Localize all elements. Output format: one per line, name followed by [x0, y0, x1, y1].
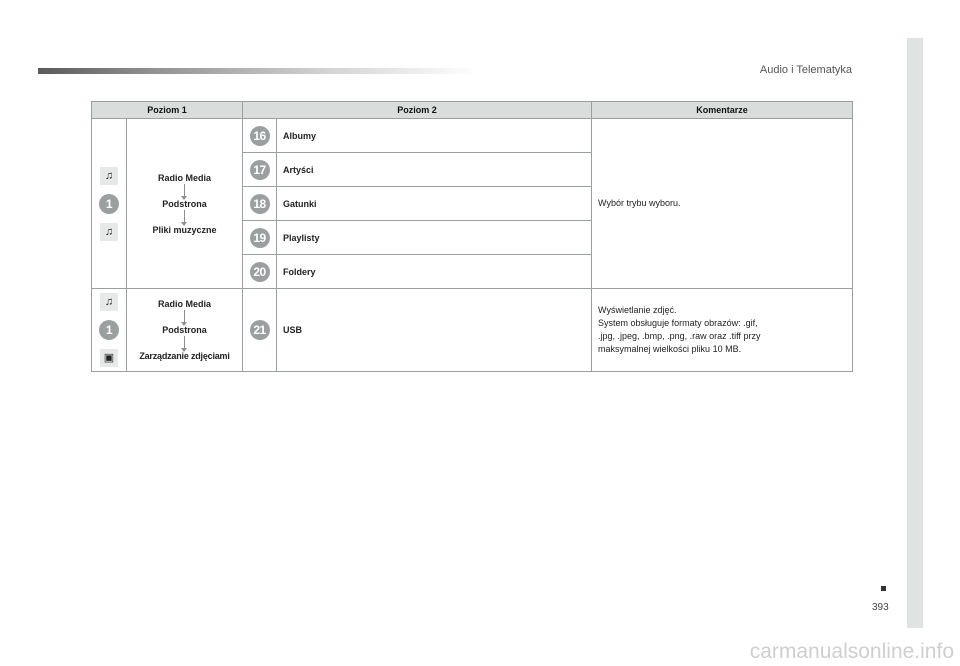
arrow-down-icon: [184, 184, 185, 197]
right-margin-band: [907, 38, 923, 628]
level1-path-cell: [127, 119, 243, 289]
table-row: [92, 119, 853, 153]
header-gradient-bar: [38, 68, 478, 74]
level1-label: Radio Media: [158, 172, 212, 183]
photo-icon: ▣: [100, 349, 118, 367]
badge-cell: [243, 221, 277, 255]
menu-table: [91, 101, 853, 372]
level1-path-cell: [127, 289, 243, 372]
arrow-down-icon: [184, 310, 185, 323]
page-number: 393: [872, 602, 889, 613]
step-badge: 17: [250, 160, 270, 180]
table-header-row: [92, 102, 853, 119]
music-note-icon: ♫: [100, 167, 118, 185]
music-file-icon: ♫: [100, 223, 118, 241]
badge-cell: [243, 119, 277, 153]
badge-cell: [243, 289, 277, 372]
step-badge: 1: [99, 194, 119, 214]
level2-label: Foldery: [277, 255, 592, 289]
step-badge: 16: [250, 126, 270, 146]
level1-target: Pliki muzyczne: [152, 224, 217, 235]
step-badge: 21: [250, 320, 270, 340]
level1-target: Zarządzanie zdjęciami: [139, 351, 230, 361]
level2-label: Albumy: [277, 119, 592, 153]
step-badge: 20: [250, 262, 270, 282]
column-header-level2: Poziom 2: [243, 102, 592, 119]
step-badge: 18: [250, 194, 270, 214]
column-header-comments: Komentarze: [592, 102, 853, 119]
step-badge: 1: [99, 320, 119, 340]
section-title: Audio i Telematyka: [759, 64, 852, 76]
badge-cell: [243, 255, 277, 289]
step-badge: 19: [250, 228, 270, 248]
comment-line: System obsługuje formaty obrazów: .gif,: [598, 318, 758, 328]
comment-cell: [592, 289, 853, 372]
comment-line: Wyświetlanie zdjęć.: [598, 305, 677, 315]
badge-cell: [243, 187, 277, 221]
level2-label: Artyści: [277, 153, 592, 187]
level2-label: Playlisty: [277, 221, 592, 255]
page-marker: [881, 586, 886, 591]
column-header-level1: Poziom 1: [92, 102, 243, 119]
level2-label: Gatunki: [277, 187, 592, 221]
arrow-down-icon: [184, 210, 185, 223]
badge-cell: [243, 153, 277, 187]
level2-label: USB: [277, 289, 592, 372]
table-row: [92, 289, 853, 372]
music-note-icon: ♫: [100, 293, 118, 311]
comment-line: maksymalnej wielkości pliku 10 MB.: [598, 344, 742, 354]
level1-sublabel: Podstrona: [162, 198, 207, 209]
comment-line: .jpg, .jpeg, .bmp, .png, .raw oraz .tiff przy: [598, 331, 761, 341]
level1-label: Radio Media: [158, 299, 212, 309]
comment-cell: Wybór trybu wyboru.: [592, 119, 853, 289]
watermark-text: carmanualsonline.info: [749, 640, 954, 663]
arrow-down-icon: [184, 336, 185, 349]
level1-icons-cell: [92, 119, 127, 289]
level1-sublabel: Podstrona: [162, 325, 207, 335]
level1-icons-cell: [92, 289, 127, 372]
